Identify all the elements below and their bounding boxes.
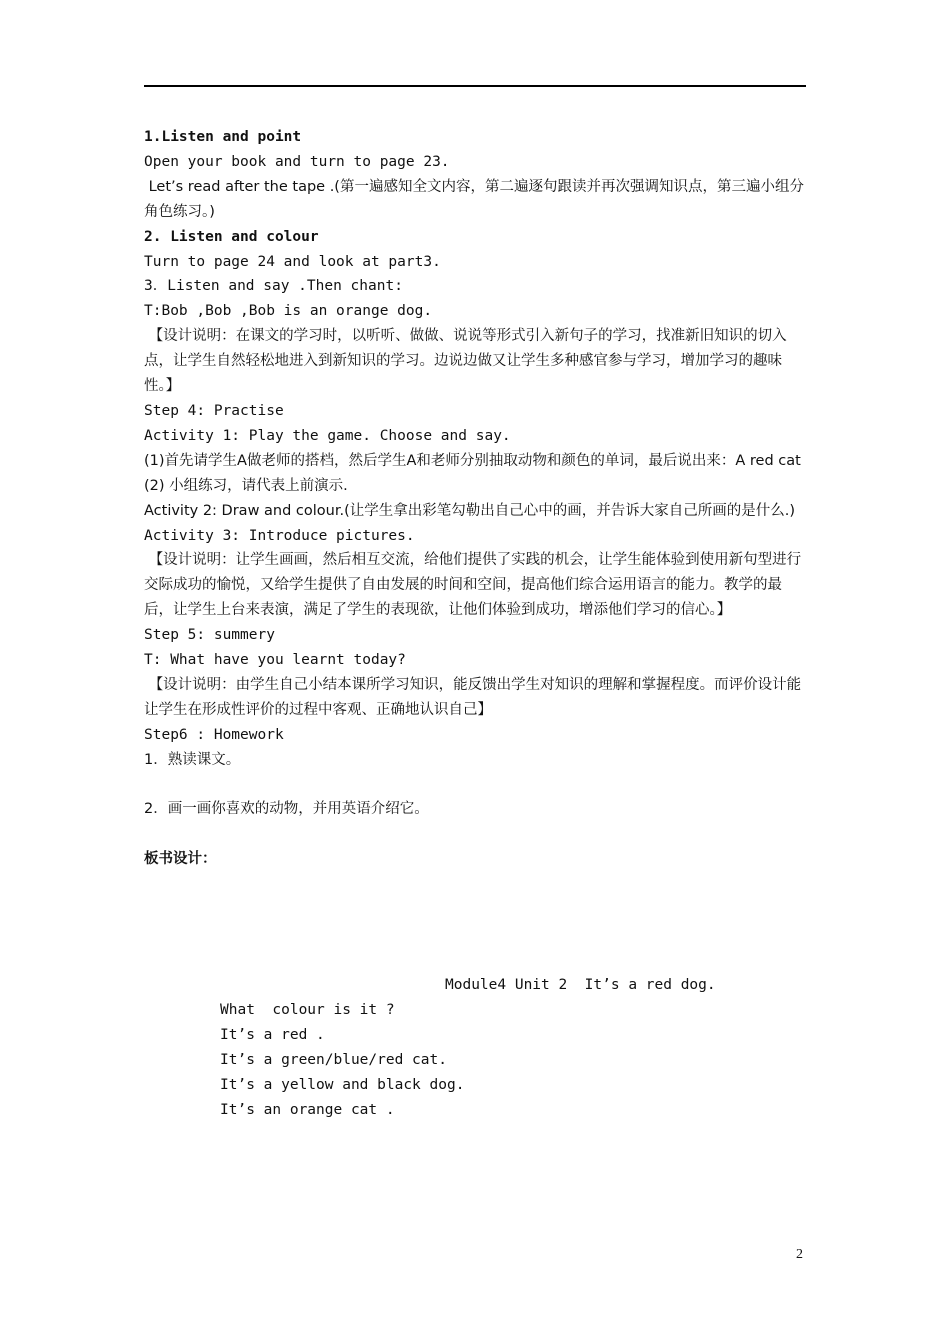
- text-line: (2) 小组练习，请代表上前演示.: [144, 477, 348, 494]
- text-line: T: What have you learnt today?: [144, 652, 406, 669]
- board-item: It’s an orange cat .: [220, 1101, 395, 1118]
- text-line: (1)首先请学生A做老师的搭档，然后学生A和老师分别抽取动物和颜色的单词，最后说出来：A red cat: [144, 452, 801, 469]
- board-item: What colour is it ?: [220, 1001, 395, 1018]
- lesson-body: [144, 125, 808, 872]
- text-line: 3．Listen and say .Then chant:: [144, 278, 403, 295]
- text-line: Turn to page 24 and look at part3.: [144, 253, 441, 270]
- board-design: [144, 973, 808, 1122]
- text-line: Let’s read after the tape .(第一遍感知全文内容，第二遍逐句跟读并再次强调知识点，第三遍小组分角色练习。): [144, 178, 804, 220]
- design-note: 【设计说明：由学生自己小结本课所学习知识，能反馈出学生对知识的理解和掌握程度。而评价设计能让学生在形成性评价的过程中客观、正确地认识自己】: [144, 676, 802, 718]
- heading-listen-point: 1.Listen and point: [144, 129, 302, 145]
- step-heading: Step6 : Homework: [144, 726, 284, 743]
- text-line: Open your book and turn to page 23.: [144, 153, 450, 170]
- board-title: Module4 Unit 2 It’s a red dog.: [445, 977, 716, 993]
- design-note: 【设计说明：让学生画画，然后相互交流，给他们提供了实践的机会，让学生能体验到使用新句型进行交际成功的愉悦，又给学生提供了自由发展的时间和空间，提高他们综合运用语言的能力。教学的最后，让学生上台来表演，满足了学生的表现欲，让他们体验到成功，增添他们学习的信心。】: [144, 552, 802, 619]
- spacer: [144, 822, 808, 847]
- design-note: 【设计说明：在课文的学习时，以听听、做做、说说等形式引入新句子的学习，找准新旧知识的切入点，让学生自然轻松地进入到新知识的学习。边说边做又让学生多种感官参与学习，增加学习的趣味性。】: [144, 328, 787, 395]
- board-design-heading: 板书设计：: [144, 851, 217, 868]
- heading-listen-colour: 2. Listen and colour: [144, 228, 319, 245]
- activity-line: Activity 1: Play the game. Choose and say.: [144, 427, 511, 444]
- homework-item: 2．画一画你喜欢的动物，并用英语介绍它。: [144, 801, 429, 818]
- activity-line: Activity 3: Introduce pictures.: [144, 527, 415, 544]
- page-number: 2: [796, 1247, 803, 1262]
- step-heading: Step 4: Practise: [144, 402, 284, 419]
- homework-item: 1．熟读课文。: [144, 751, 241, 768]
- board-item: It’s a red .: [220, 1026, 325, 1043]
- activity-line: Activity 2: Draw and colour.(让学生拿出彩笔勾勒出自己心中的画，并告诉大家自己所画的是什么.): [144, 502, 796, 519]
- step-heading: Step 5: summery: [144, 627, 275, 644]
- header-rule: [144, 85, 806, 87]
- board-item: It’s a green/blue/red cat.: [220, 1051, 447, 1068]
- spacer: [144, 773, 808, 798]
- text-line: T:Bob ,Bob ,Bob is an orange dog.: [144, 303, 433, 320]
- board-item: It’s a yellow and black dog.: [220, 1076, 465, 1093]
